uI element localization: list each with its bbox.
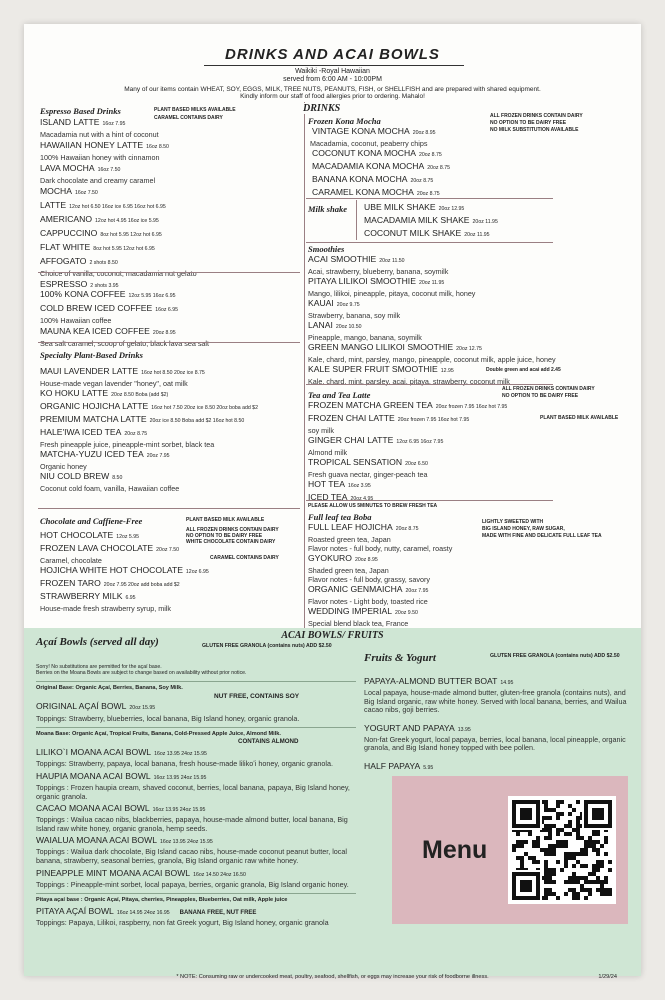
item-price: 16oz 7.95 (102, 121, 126, 127)
item-name: TROPICAL SENSATION (308, 457, 403, 467)
divider (306, 198, 553, 199)
item-price: 16oz 3.95 (347, 483, 371, 489)
acai-sorry-2: Berries on the Moana Bowls are subject to change based on availability without prior notice. (36, 670, 247, 677)
fruits-list (364, 668, 632, 774)
menu-item (312, 148, 618, 161)
menu-item (40, 228, 302, 241)
item-price: 20oz 8.95 (354, 556, 378, 563)
tea-title: Tea and Tea Latte (308, 390, 371, 400)
menu-date: 1/29/24 (598, 974, 617, 980)
item-price: 6.95 (125, 595, 136, 601)
menu-item (36, 868, 356, 881)
item-desc: Fresh pineapple juice, pineapple-mint sorbet, black tea (40, 440, 215, 449)
item-price: 16oz 14.50 24oz 16.50 (193, 871, 246, 878)
menu-item (40, 471, 302, 484)
item-price: 14.95 (500, 680, 514, 686)
divider (38, 508, 300, 509)
item-desc: Fresh guava nectar, ginger-peach tea (308, 470, 428, 479)
chocolate-note-white: WHITE CHOCOLATE CONTAIN DAIRY (186, 539, 276, 545)
item-price: 12oz hot 6.50 16oz ice 6.95 16oz hot 6.95 (69, 204, 166, 210)
menu-item (364, 202, 564, 215)
item-price: 12oz 5.95 (116, 534, 140, 540)
item-name: MOCHA (40, 186, 72, 196)
allergy-line-2: Kindly inform our staff of food allergies prior to ordering. Mahalo! (240, 93, 425, 100)
menu-item (308, 298, 628, 311)
tea-note-2: NO OPTION TO BE DAIRY FREE (502, 393, 579, 399)
item-price: 20oz 8.75 (418, 152, 442, 158)
divider (306, 384, 553, 385)
item-name: WAIALUA MOANA ACAI BOWL (36, 835, 157, 846)
menu-item (308, 606, 628, 619)
menu-item (40, 140, 302, 153)
shake-title: Milk shake (308, 204, 347, 214)
location: Waikiki -Royal Hawaiian (295, 68, 370, 75)
item-name: GINGER CHAI LATTE (308, 435, 394, 445)
original-base: Original Base: Organic Açaí, Berries, Banana, Soy Milk. (36, 685, 183, 692)
menu-item (40, 326, 302, 339)
menu-item (364, 761, 632, 774)
item-name: ORIGINAL AÇAÍ BOWL (36, 701, 127, 712)
item-desc: Strawberry, banana, soy milk (308, 311, 401, 320)
item-desc: Macadamia, coconut, peaberry chips (310, 139, 428, 148)
column-divider (304, 102, 305, 629)
menu-item (308, 342, 628, 355)
item-price: 12.95 (440, 368, 454, 374)
item-name: 100% KONA COFFEE (40, 289, 126, 299)
item-name: GYOKURO (308, 552, 352, 563)
item-name: LAVA MOCHA (40, 163, 95, 173)
item-price: 8oz hot 5.95 12oz hot 6.95 (93, 246, 155, 252)
menu-item (308, 364, 628, 377)
item-name: KAUAI (308, 298, 334, 308)
menu-item (40, 214, 302, 227)
item-name: HALF PAPAYA (364, 760, 421, 771)
item-name: MAUNA KEA ICED COFFEE (40, 326, 150, 336)
allergy-line-1: Many of our items contain WHEAT, SOY, EGGS, MILK, TREE NUTS, PEANUTS, FISH, or SHELLFISH and are prepared with shared equipment. (124, 86, 541, 93)
boba-note-3: MADE WITH FINE AND DELICATE FULL LEAF TEA (482, 533, 602, 539)
item-name: VINTAGE KONA MOCHA (312, 126, 410, 136)
menu-item (40, 366, 302, 379)
menu-item (40, 256, 302, 269)
item-name: UBE MILK SHAKE (364, 202, 436, 212)
pitaya-base: Pitaya açaí base : Organic Açaí, Pitaya, cherries, Pineapples, Blueberries, Oat milk, Apple juice (36, 897, 288, 904)
item-price: 16oz 13.95 24oz 15.95 (152, 807, 206, 814)
item-name: ORGANIC HOJICHA LATTE (40, 401, 149, 411)
item-name: HAUPIA MOANA ACAI BOWL (36, 771, 151, 781)
item-price: 20oz 15.95 (129, 705, 156, 712)
item-desc: Shaded green tea, Japan (308, 565, 389, 575)
menu-item (40, 414, 302, 427)
item-desc: Dark chocolate and creamy caramel (40, 176, 156, 185)
smoothie-title: Smoothies (308, 244, 345, 254)
item-price: 20oz 7.50 (156, 547, 179, 553)
item-name: CACAO MOANA ACAI BOWL (36, 803, 150, 814)
item-name: FROZEN MATCHA GREEN TEA (308, 400, 433, 410)
smoothie-note: Double green and acai add 2.45 (486, 367, 561, 373)
menu-item (308, 435, 628, 448)
divider (36, 681, 356, 682)
item-name: FROZEN CHAI LATTE (308, 413, 395, 423)
divider (306, 500, 553, 501)
item-price: 16oz hot 7.50 20oz ice 8.50 20oz boba add $2 (151, 405, 258, 411)
item-desc: Toppings : Pineapple-mint sorbet, local papaya, berries, organic granola, Big Island organic honey. (36, 879, 349, 889)
item-price: 20oz 8.75 (427, 165, 451, 171)
item-price: 20oz 8.95 (412, 130, 436, 136)
item-desc: Flavor notes - full body, grassy, savory (308, 574, 430, 584)
item-price: 20oz frozen 7.95 16oz hot 7.95 (397, 417, 470, 423)
item-price: 16oz 7.50 (75, 190, 98, 196)
item-name: ICED TEA (308, 492, 348, 502)
menu-item (40, 242, 302, 255)
item-desc: Almond milk (308, 448, 348, 457)
item-price: 20oz 9.75 (336, 302, 360, 308)
pitaya-note: BANANA FREE, NUT FREE (179, 910, 257, 917)
chocolate-note-caramel: CARAMEL CONTAINS DAIRY (210, 555, 279, 561)
menu-item (308, 584, 628, 597)
item-name: ESPRESSO (40, 279, 88, 289)
divider (36, 893, 356, 894)
item-name: HOJICHA WHITE HOT CHOCOLATE (40, 565, 183, 575)
boba-title: Full leaf tea Boba (308, 511, 372, 522)
espresso-note-caramel: CARAMEL CONTAINS DAIRY (154, 115, 223, 121)
menu-item (308, 254, 628, 267)
item-desc: Flavor notes - Light body, toasted rice (308, 596, 428, 606)
moana-note: CONTAINS ALMOND (238, 738, 299, 746)
boba-note-1: LIGHTLY SWEETED WITH (482, 519, 544, 525)
menu-item (364, 723, 632, 736)
item-price: 20oz 4.95 (350, 496, 374, 502)
item-price: 20oz 11.50 (379, 258, 405, 264)
acai-sorry-1: Sorry! No substitutions are permitted for the açaí base. (36, 664, 162, 670)
menu-item (40, 163, 302, 176)
acai-list (36, 664, 356, 928)
menu-item (40, 303, 302, 316)
item-desc: Kale, chard, mint, parsley, acai, pitaya, strawberry, coconut milk (308, 377, 510, 386)
plant-title: Specialty Plant-Based Drinks (40, 350, 143, 360)
item-name: MAUI LAVENDER LATTE (40, 366, 139, 376)
item-price: 16oz 8.50 (146, 144, 169, 150)
drinks-title: DRINKS (300, 103, 343, 114)
boba-pre-note: PLEASE ALLOW US 5MINUTES TO BREW FRESH TEA (308, 503, 438, 509)
item-desc: Toppings: Strawberry, papaya, local banana, fresh house-made lilikoʻi honey, organic granola. (36, 759, 333, 769)
item-desc: Mango, lilikoi, pineapple, pitaya, coconut milk, honey (308, 289, 476, 298)
item-price: 12oz 5.95 16oz 6.95 (128, 293, 176, 299)
item-price: 20oz 11.95 (464, 232, 490, 238)
item-desc: Toppings : Wailua dark chocolate, Big Island cacao nibs, house-made coconut peanut butter, local banana, strawberry, seasonal berries, granola, Big Island organic raw white honey. (36, 847, 347, 865)
item-name: CARAMEL KONA MOCHA (312, 187, 414, 197)
item-name: PITAYA AÇAÍ BOWL (36, 906, 114, 917)
item-price: 20oz 8.50 Boba (add $2) (111, 392, 169, 398)
menu-item (36, 701, 356, 714)
item-price: 5.95 (423, 764, 434, 771)
title-underline (204, 65, 464, 66)
menu-item (40, 289, 302, 302)
item-desc: Flavor notes - full body, nutty, caramel, roasty (308, 543, 453, 553)
item-price: 20oz 8.95 (152, 330, 176, 336)
item-price: 12oz 6.95 16oz 7.95 (396, 439, 444, 445)
item-name: FLAT WHITE (40, 242, 91, 252)
chocolate-title: Chocolate and Caffiene-Free (40, 516, 143, 526)
item-desc: Kale, chard, mint, parsley, mango, pineapple, coconut milk, apple juice, honey (308, 355, 556, 364)
item-name: FROZEN TARO (40, 578, 101, 588)
item-price: 20oz 7.95 (405, 587, 429, 594)
item-desc: 100% Hawaiian coffee (40, 316, 112, 325)
item-price: 2 shots 8.50 (89, 260, 118, 266)
item-name: PITAYA LILIKOI SMOOTHIE (308, 276, 416, 286)
item-price: 20oz 10.50 (335, 324, 362, 330)
item-name: FULL LEAF HOJICHA (308, 521, 393, 532)
menu-item (40, 388, 302, 401)
item-name: KALE SUPER FRUIT SMOOTHIE (308, 364, 438, 374)
item-desc: Macadamia nut with a hint of coconut (40, 130, 159, 139)
item-price: 16oz 6.95 (155, 307, 179, 313)
item-price: 20oz 12.95 (438, 206, 465, 212)
item-name: PREMIUM MATCHA LATTE (40, 414, 147, 424)
item-desc: Non-fat Greek yogurt, local papaya, berries, local banana, local pineapple, organic granola, and Big Island honey topped with bee pollen. (364, 734, 626, 753)
item-desc: Pineapple, mango, banana, soymilk (308, 333, 422, 342)
plant-section (40, 348, 302, 493)
kona-note-1: ALL FROZEN DRINKS CONTAIN DAIRY (490, 113, 583, 119)
shake-divider (356, 200, 357, 240)
menu-item (40, 591, 302, 604)
item-name: HAWAIIAN HONEY LATTE (40, 140, 144, 150)
item-desc: soy milk (308, 426, 334, 435)
item-desc: Caramel, chocolate (40, 556, 102, 565)
menu-item (312, 174, 618, 187)
item-name: MACADAMIA KONA MOCHA (312, 161, 425, 171)
qr-code-icon[interactable] (508, 796, 616, 904)
menu-item (308, 457, 628, 470)
item-price: 20oz 7.95 (146, 453, 170, 459)
item-name: YOGURT AND PAPAYA (364, 722, 455, 733)
item-name: NIU COLD BREW (40, 471, 110, 481)
menu-item (40, 200, 302, 213)
item-desc: Sea salt caramel, scoop of gelato, black lava sea salt (40, 339, 209, 348)
page-title: DRINKS AND ACAI BOWLS (225, 46, 440, 63)
menu-item (364, 228, 564, 241)
chocolate-note-dairy-free: NO OPTION TO BE DAIRY FREE (186, 533, 263, 539)
item-name: COCONUT KONA MOCHA (312, 148, 416, 158)
menu-item (40, 449, 302, 462)
item-desc: Organic honey (40, 462, 87, 471)
kona-note-2: NO OPTION TO BE DAIRY FREE (490, 120, 567, 126)
item-desc: House-made fresh strawberry syrup, milk (40, 604, 172, 613)
boba-section (308, 504, 628, 628)
item-price: 8.50 (112, 475, 123, 481)
divider (38, 342, 300, 343)
item-name: ISLAND LATTE (40, 117, 100, 127)
tea-section (308, 388, 628, 505)
item-name: LATTE (40, 200, 67, 210)
item-price: 12oz 6.95 (185, 569, 209, 575)
menu-label: Menu (422, 836, 488, 864)
item-name: KO HOKU LATTE (40, 388, 109, 398)
item-desc: 100% Hawaiian honey with cinnamon (40, 153, 160, 162)
item-price: 13.95 (457, 726, 471, 733)
item-name: HOT TEA (308, 479, 345, 489)
item-name: ORGANIC GENMAICHA (308, 583, 403, 594)
item-price: 20oz 12.75 (456, 346, 482, 352)
item-desc: Special blend black tea, France (308, 618, 409, 628)
item-name: MACADAMIA MILK SHAKE (364, 215, 470, 225)
item-price: 20oz 6.50 (405, 461, 428, 467)
item-price: 20oz 11.95 (472, 219, 498, 225)
menu-item (40, 565, 302, 578)
item-price: 8oz hot 5.95 12oz hot 6.95 (100, 232, 162, 238)
item-name: COCONUT MILK SHAKE (364, 228, 462, 238)
item-name: BANANA KONA MOCHA (312, 174, 408, 184)
item-desc: Toppings: Strawberry, blueberries, local banana, Big Island honey, organic granola. (36, 714, 300, 724)
moana-base: Moana Base: Organic Açaí, Tropical Fruits, Banana, Cold-Pressed Apple Juice, Almond Milk. (36, 731, 281, 738)
item-desc: Roasted green tea, Japan (308, 534, 391, 544)
item-desc: Local papaya, house-made almond butter, gluten-free granola (contains nuts), and Big Island organic, raw white honey. Served with local banana, berries, and Wailua cacao nibs, goji berries. (364, 688, 627, 715)
menu-item (40, 186, 302, 199)
acai-title: Açaí Bowls (served all day) (36, 636, 159, 648)
menu-page (24, 24, 641, 980)
item-name: HOT CHOCOLATE (40, 530, 114, 540)
item-name: LANAI (308, 320, 333, 330)
item-desc: Acai, strawberry, blueberry, banana, soymilk (308, 267, 449, 276)
item-price: 20oz 7.95 20oz add boba add $2 (103, 582, 180, 588)
item-name: WEDDING IMPERIAL (308, 605, 393, 616)
item-price: 20oz 8.75 (416, 191, 440, 197)
item-name: GREEN MANGO LILIKOI SMOOTHIE (308, 342, 454, 352)
item-desc: Coconut cold foam, vanilla, Hawaiian coffee (40, 484, 180, 493)
item-desc: Toppings : Wailua cacao nibs, blackberries, papaya, house-made almond butter, local banana, Big Island raw white honey, organic granola, hemp seeds. (36, 815, 348, 833)
item-name: PAPAYA-ALMOND BUTTER BOAT (364, 676, 498, 686)
item-price: 16oz 13.95 24oz 15.95 (159, 839, 213, 846)
item-price: 16oz 13.95 24oz 15.95 (154, 751, 207, 758)
item-name: COLD BREW ICED COFFEE (40, 303, 153, 313)
acai-section-title: ACAI BOWLS/ FRUITS (281, 630, 384, 641)
espresso-title: Espresso Based Drinks (40, 106, 121, 116)
original-note: NUT FREE, CONTAINS SOY (214, 693, 300, 701)
menu-item (308, 400, 628, 413)
menu-item (308, 553, 628, 566)
divider (38, 272, 300, 273)
item-price: 16oz hot 8.50 20oz ice 8.75 (141, 370, 205, 376)
item-price: 12oz hot 4.95 16oz ice 5.95 (95, 218, 159, 224)
item-name: PINEAPPLE MINT MOANA ACAI BOWL (36, 867, 191, 878)
tea-note-3: PLANT BASED MILK AVAILABLE (540, 415, 619, 421)
shake-section (364, 202, 564, 241)
item-price: 2 shots 3.95 (90, 283, 119, 289)
kona-title: Frozen Kona Mocha (308, 116, 381, 126)
item-name: AFFOGATO (40, 256, 87, 266)
menu-item (308, 479, 628, 492)
menu-item (40, 427, 302, 440)
item-name: STRAWBERRY MILK (40, 591, 123, 601)
item-name: LILIKO`I MOANA ACAI BOWL (36, 747, 152, 758)
item-desc: Toppings : Frozen haupia cream, shaved coconut, berries, local banana, papaya, Big Island honey, organic granola. (36, 783, 350, 801)
item-name: MATCHA-YUZU ICED TEA (40, 449, 144, 459)
fruits-granola-note: GLUTEN FREE GRANOLA (contains nuts) ADD $2.50 (490, 653, 620, 659)
item-price: 16oz 13.95 24oz 15.95 (153, 775, 207, 781)
chocolate-note-plant: PLANT BASED MILK AVAILABLE (186, 517, 265, 523)
item-price: 16oz 7.50 (97, 167, 121, 173)
item-desc: Toppings: Papaya, Lilikoi, raspberry, non fat Greek yogurt, Big Island honey, organic granola (36, 918, 329, 928)
tea-note-1: ALL FROZEN DRINKS CONTAIN DAIRY (502, 386, 595, 392)
menu-item (40, 578, 302, 591)
item-price: 20oz 11.95 (418, 280, 445, 286)
kona-note-3: NO MILK SUBSTITUTION AVAILABLE (490, 127, 579, 133)
fruits-title: Fruits & Yogurt (364, 652, 436, 664)
item-price: 20oz frozen 7.95 16oz hot 7.95 (435, 404, 508, 410)
chocolate-note-frozen: ALL FROZEN DRINKS CONTAIN DAIRY (186, 527, 279, 533)
menu-item (308, 276, 628, 289)
hours: served from 6:00 AM - 10:00PM (283, 76, 382, 83)
item-name: CAPPUCCINO (40, 228, 98, 238)
foodborne-notice: * NOTE: Consuming raw or undercooked meat, poultry, seafood, shellfish, or eggs may increase your risk of foodborne illness. (176, 974, 489, 980)
item-price: 20oz 8.75 (395, 525, 419, 532)
item-price: 20oz ice 8.50 Boba add $2 16oz hot 8.50 (149, 418, 245, 424)
smoothie-section (308, 242, 628, 386)
coffee-section (40, 288, 302, 348)
menu-item (40, 401, 302, 414)
menu-item (312, 161, 618, 174)
menu-item (364, 215, 564, 228)
menu-item (308, 320, 628, 333)
espresso-note-plant: PLANT BASED MILKS AVAILABLE (154, 107, 236, 113)
item-desc: House-made vegan lavender "honey", oat milk (40, 379, 188, 388)
divider (36, 727, 356, 728)
acai-granola-note: GLUTEN FREE GRANOLA (contains nuts) ADD $2.50 (202, 643, 332, 649)
espresso-section (40, 104, 302, 292)
item-name: HALE'IWA ICED TEA (40, 427, 122, 437)
item-price: 16oz 14.95 24oz 16.95 (116, 910, 170, 917)
item-price: 20oz 8.75 (410, 178, 434, 184)
item-name: AMERICANO (40, 214, 93, 224)
item-price: 20oz 8.75 (124, 431, 148, 437)
menu-qr-card[interactable] (392, 776, 628, 924)
item-name: ACAI SMOOTHIE (308, 254, 377, 264)
item-desc: Choice of vanilla, coconut, macadamia nut gelato (40, 269, 197, 278)
boba-note-2: BIG ISLAND HONEY, RAW SUGAR, (482, 526, 565, 532)
item-price: 20oz 9.50 (395, 609, 418, 616)
item-name: FROZEN LAVA CHOCOLATE (40, 543, 154, 553)
